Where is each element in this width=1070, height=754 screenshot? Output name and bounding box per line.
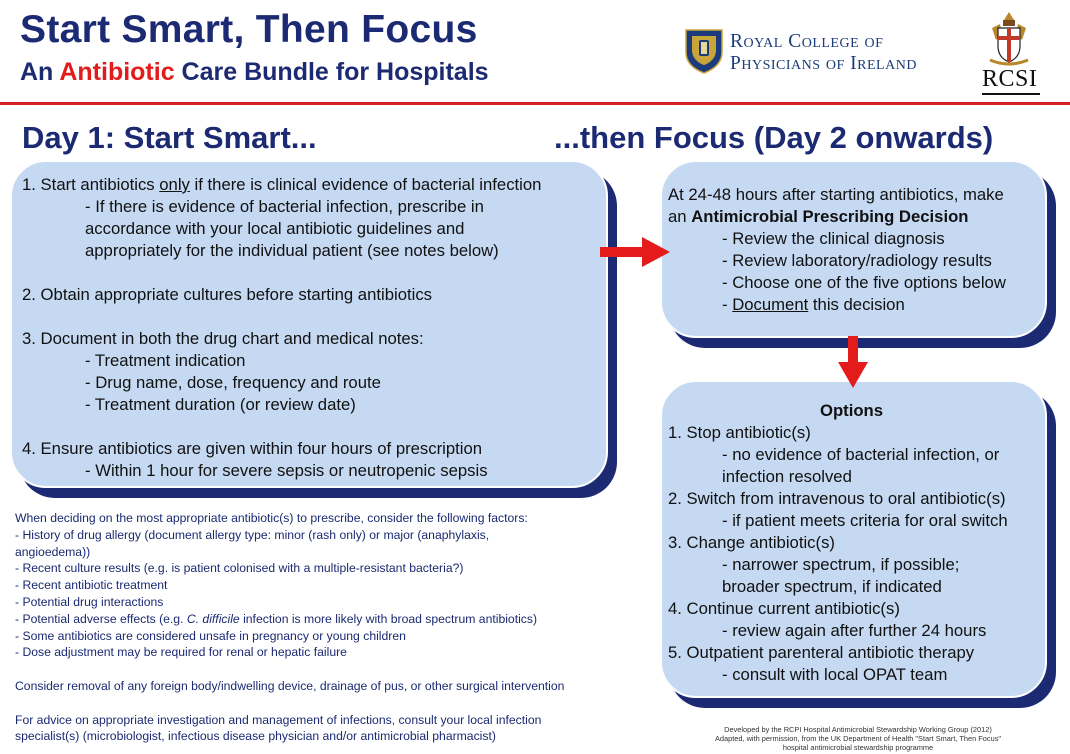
option-1-line-a: - no evidence of bacterial infection, or (722, 445, 1000, 464)
notes-adverse-organism: C. difficile (186, 611, 240, 626)
credit-text (662, 725, 1054, 752)
notes-advice-b: specialist(s) (microbiologist, infectious disease physician and/or antimicrobial pharmacist) (15, 729, 496, 744)
page-subtitle (20, 58, 489, 87)
start-smart-box (10, 160, 608, 488)
option-1-line-b: infection resolved (722, 467, 852, 486)
rcsi-logo-text: RCSI (982, 66, 1038, 92)
rcsi-crest-icon (986, 10, 1032, 68)
step-2: 2. Obtain appropriate cultures before starting antibiotics (22, 285, 433, 304)
day1-heading: Day 1: Start Smart... (22, 120, 317, 155)
focus-decision: Antimicrobial Prescribing Decision (691, 207, 969, 226)
header-divider (0, 102, 1070, 105)
step-1 (22, 174, 596, 196)
step-3-line-b: - Drug name, dose, frequency and route (85, 373, 381, 392)
notes-item-recent-treatment: - Recent antibiotic treatment (15, 578, 168, 593)
notes-item-pregnancy: - Some antibiotics are considered unsafe in pregnancy or young children (15, 628, 406, 643)
option-3: 3. Change antibiotic(s) (668, 533, 835, 552)
focus-bullet-4-post: this decision (808, 295, 905, 314)
option-4: 4. Continue current antibiotic(s) (668, 599, 900, 618)
notes-item-adverse (15, 611, 615, 628)
option-2-line-a: - if patient meets criteria for oral switch (722, 511, 1008, 530)
credit-line-3: hospital antimicrobial stewardship programme (782, 743, 934, 752)
credit-line-2: Adapted, with permission, from the UK Department of Health "Start Smart, Then Focus" (714, 734, 1002, 743)
option-1: 1. Stop antibiotic(s) (668, 423, 811, 442)
focus-line-1: At 24-48 hours after starting antibiotics, make (668, 185, 1004, 204)
notes-adverse-pre: - Potential adverse effects (e.g. (15, 611, 187, 626)
notes-removal: Consider removal of any foreign body/indwelling device, drainage of pus, or other surgical intervention (15, 678, 565, 693)
options-heading: Options (819, 401, 884, 420)
focus-bullet-1: - Review the clinical diagnosis (722, 229, 945, 248)
step-1-line-c: appropriately for the individual patient (see notes below) (85, 241, 499, 260)
option-2: 2. Switch from intravenous to oral antibiotic(s) (668, 489, 1006, 508)
step-1-pre: 1. Start antibiotics (22, 175, 160, 194)
step-3-line-a: - Treatment indication (85, 351, 246, 370)
option-3-line-a: - narrower spectrum, if possible; (722, 555, 960, 574)
step-3-line-c: - Treatment duration (or review date) (85, 395, 356, 414)
focus-bullet-2: - Review laboratory/radiology results (722, 251, 992, 270)
step-1-line-b: accordance with your local antibiotic guidelines and (85, 219, 465, 238)
focus-bullet-4-dash: - (722, 295, 733, 314)
notes-adverse-post: infection is more likely with broad spectrum antibiotics) (239, 611, 538, 626)
subtitle-post: Care Bundle for Hospitals (174, 58, 489, 86)
option-5: 5. Outpatient parenteral antibiotic therapy (668, 643, 975, 662)
step-4: 4. Ensure antibiotics are given within four hours of prescription (22, 439, 483, 458)
step-4-line-a: - Within 1 hour for severe sepsis or neutropenic sepsis (85, 461, 488, 480)
step-3: 3. Document in both the drug chart and medical notes: (22, 329, 424, 348)
rcpi-shield-icon (684, 28, 724, 74)
focus-bullet-4 (668, 294, 1035, 316)
notes-item-dose: - Dose adjustment may be required for renal or hepatic failure (15, 645, 347, 660)
focus-line-2 (668, 206, 1035, 228)
rcpi-name (730, 31, 917, 75)
option-4-line-a: - review again after further 24 hours (722, 621, 987, 640)
notes-item-allergy-a: - History of drug allergy (document allergy type: minor (rash only) or major (anaphylaxis, (15, 527, 490, 542)
rcpi-line-1: Royal College of (730, 31, 884, 52)
step-1-only: only (159, 175, 190, 194)
notes-advice-a: For advice on appropriate investigation and management of infections, consult your local infection (15, 712, 542, 727)
step-1-post: if there is clinical evidence of bacterial infection (189, 175, 542, 194)
notes-item-interactions: - Potential drug interactions (15, 594, 164, 609)
subtitle-highlight: Antibiotic (59, 58, 175, 86)
focus-bullet-3: - Choose one of the five options below (722, 273, 1006, 292)
credit-line-1: Developed by the RCPI Hospital Antimicrobial Stewardship Working Group (2012) (724, 725, 992, 734)
notes-item-allergy-b: angioedema)) (15, 544, 91, 559)
step-1-line-a: - If there is evidence of bacterial infection, prescribe in (85, 197, 484, 216)
options-box (660, 380, 1047, 698)
focus-line-2-pre: an (668, 207, 692, 226)
notes-intro: When deciding on the most appropriate antibiotic(s) to prescribe, consider the following factors: (15, 511, 528, 525)
arrow-down-icon (838, 336, 868, 388)
notes-item-culture: - Recent culture results (e.g. is patient colonised with a multiple-resistant bacteria?) (15, 561, 464, 576)
prescribing-notes (15, 510, 615, 745)
subtitle-pre: An (20, 58, 60, 86)
day2-heading: ...then Focus (Day 2 onwards) (554, 120, 994, 155)
rcsi-underline (982, 93, 1040, 95)
focus-document: Document (732, 295, 809, 314)
option-3-line-b: broader spectrum, if indicated (722, 577, 942, 596)
focus-box (660, 160, 1047, 338)
page-title: Start Smart, Then Focus (20, 8, 478, 51)
option-5-line-a: - consult with local OPAT team (722, 665, 948, 684)
rcpi-line-2: Physicians of Ireland (730, 53, 917, 74)
arrow-right-icon (600, 237, 670, 267)
